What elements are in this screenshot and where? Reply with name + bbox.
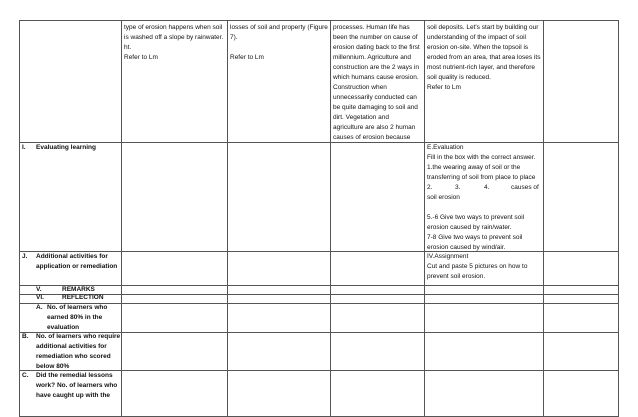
table-border-left <box>19 20 20 417</box>
column-divider <box>543 20 544 417</box>
learners-80-percent-label: No. of learners who earned 80% in the evaluation <box>47 304 108 331</box>
table-border-right <box>618 20 619 417</box>
row-letter-b: B. <box>22 333 29 340</box>
row-divider <box>19 20 619 21</box>
remedial-lessons-label: Did the remedial lessons work? No. of learners who have caught up with the <box>36 372 118 399</box>
top-cell-col-e: soil deposits. Let's start by building our understanding of the impact of soil erosion on-site. When the topsoil is eroded from an area, that area loses its most nutrient-rich layer, and therefore soil quality is reduced. Refer to Lm <box>427 24 541 91</box>
column-divider <box>121 20 122 417</box>
top-cell-col-b: type of erosion happens when soil is washed off a slope by rainwater. ht. Refer to Lm <box>124 24 224 61</box>
learners-remediation-label: No. of learners who require additional activities for remediation who scored below 80% <box>36 333 121 370</box>
column-divider <box>424 20 425 417</box>
row-divider <box>19 285 619 286</box>
top-cell-col-d: processes. Human life has been the number on cause of erosion dating back to the first millennium. Agriculture and construction are the 2 ways in which humans cause erosion. Construction when unnecessarily conducted can be quite damaging to soil and dirt. Vegetation and agriculture are also 2 human causes of erosion because <box>333 24 420 141</box>
evaluation-content: E.Evaluation Fill in the box with the correct answer. 1.the wearing away of soil or the transferring of soil from place to place <box>427 144 536 181</box>
row-number-i: I. <box>22 144 26 151</box>
row-letter-a: A. <box>36 304 43 311</box>
assignment-content: IV.Assignment Cut and paste 5 pictures on how to prevent soil erosion. <box>427 253 528 280</box>
fill-blank-4: 4. <box>484 184 490 191</box>
top-cell-col-c: losses of soil and property (Figure 7). Refer to Lm <box>230 24 328 61</box>
row-number-j: J. <box>22 253 28 260</box>
column-divider <box>227 20 228 417</box>
row-letter-c: C. <box>22 372 29 379</box>
fill-blank-causes: causes of <box>511 184 539 191</box>
column-divider <box>330 20 331 417</box>
remarks-label: REMARKS <box>62 286 95 293</box>
evaluation-content-cont: soil erosion 5.-6 Give two ways to prevent soil erosion caused by rain/water. 7-8 Give two ways to prevent soil erosion caused by wind/air. <box>427 194 525 251</box>
fill-blank-3: 3. <box>455 184 461 191</box>
row-divider <box>19 294 619 295</box>
fill-blank-2: 2. <box>427 184 433 191</box>
reflection-label: REFLECTION <box>62 294 104 301</box>
row-number-v: V. <box>36 286 42 293</box>
row-number-vi: VI. <box>36 294 44 301</box>
additional-activities-label: Additional activities for application or remediation <box>36 253 118 270</box>
evaluating-learning-label: Evaluating learning <box>36 144 96 151</box>
